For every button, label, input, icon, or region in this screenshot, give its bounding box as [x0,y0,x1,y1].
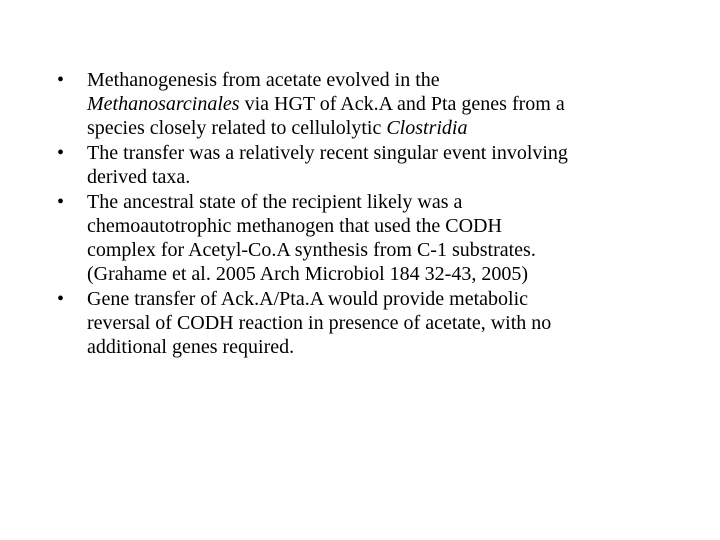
bullet-1-line-2 [87,92,697,116]
bullet-1-line-1 [87,68,697,92]
bullet-1-line-2-text: via HGT of Ack.A and Pta genes from a [239,93,565,115]
bullet-list [57,68,697,360]
bullet-marker: • [57,288,65,310]
citation-grahame-2005: (Grahame et al. 2005 Arch Microbiol 184 32-43, 2005) [87,263,529,285]
bullet-3-line-2: chemoautotrophic methanogen that used the CODH [87,215,502,237]
bullet-2-line-2: derived taxa. [87,166,191,188]
bullet-4-line-3: additional genes required. [87,336,295,358]
bullet-4-line-2: reversal of CODH reaction in presence of acetate, with no [87,312,552,334]
bullet-1-line-1-text: Methanogenesis from acetate evolved in the [87,69,440,91]
bullet-2-line-1: The transfer was a relatively recent singular event involving [87,142,568,164]
bullet-item-4 [57,287,697,359]
bullet-1-line-3 [87,116,697,140]
taxon-methanosarcinales: Methanosarcinales [87,93,240,115]
bullet-item-2 [57,141,697,189]
bullet-4-line-1: Gene transfer of Ack.A/Pta.A would provide metabolic [87,288,528,310]
taxon-clostridia: Clostridia [386,117,468,139]
bullet-1-line-3-text: species closely related to cellulolytic [87,117,387,139]
bullet-marker: • [57,142,65,164]
bullet-item-3 [57,190,697,286]
bullet-marker: • [57,191,65,213]
bullet-item-1 [57,68,697,140]
bullet-3-line-1: The ancestral state of the recipient likely was a [87,191,463,213]
bullet-3-line-3: complex for Acetyl-Co.A synthesis from C-1 substrates. [87,239,536,261]
bullet-marker: • [57,69,65,91]
